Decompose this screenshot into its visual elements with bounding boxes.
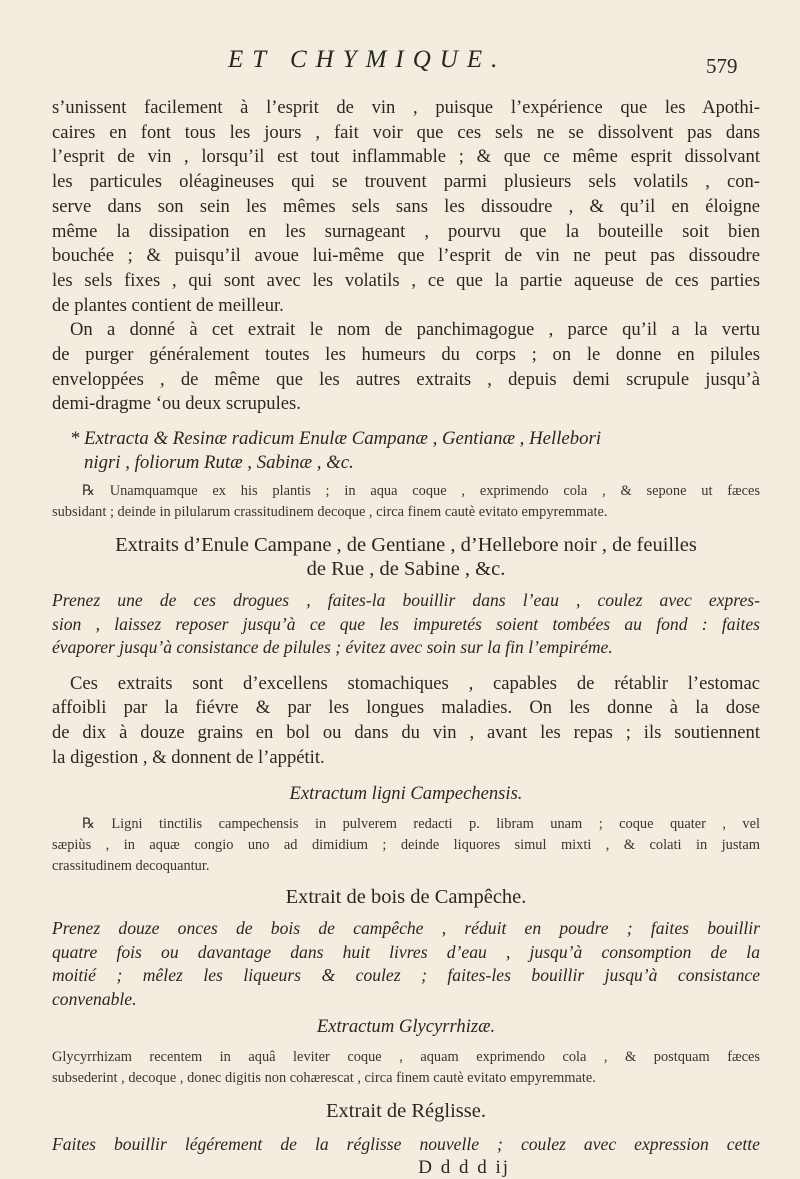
text-line: les particules oléagineuses qui se trouvent parmi plusieurs sels volatils , con-: [52, 171, 760, 193]
recipe-line: Glycyrrhizam recentem in aquâ leviter coque , aquam exprimendo cola , & postquam fæces: [52, 1049, 760, 1066]
text-line: Prenez douze onces de bois de campêche , réduit en poudre ; faites bouillir: [52, 918, 760, 939]
paragraph-1: [52, 96, 760, 318]
text-line: de purger généralement toutes les humeurs du corps ; on le donne en pilules: [52, 344, 760, 366]
text-line: moitié ; mêlez les liqueurs & coulez ; faites-les bouillir jusqu’à consistance: [52, 965, 760, 986]
body-text: [52, 96, 760, 1179]
running-title: ET CHYMIQUE.: [228, 46, 507, 73]
text-line: les sels fixes , qui sont avec les volatils , ce que la partie aqueuse de ces parties: [52, 269, 760, 291]
heading-line: * Extracta & Resinæ radicum Enulæ Campanæ , Gentianæ , Hellebori: [70, 428, 602, 450]
recipe-line: crassitudinem decoquantur.: [52, 858, 210, 875]
recipe-line: ℞ Ligni tinctilis campechensis in pulverem redacti p. libram unam ; coque quater , vel: [82, 816, 760, 833]
text-line: Ces extraits sont d’excellens stomachiques , capables de rétablir l’estomac: [70, 672, 760, 694]
heading-line: Extraits d’Enule Campane , de Gentiane , d’Hellebore noir , de feuilles: [115, 534, 697, 557]
text-line: enveloppées , de même que les autres extraits , depuis demi scrupule jusqu’à: [52, 368, 760, 390]
text-line: On a donné à cet extrait le nom de panchimagogue , parce qu’il a la vertu: [70, 319, 760, 341]
recipe-line: ℞ Unamquamque ex his plantis ; in aqua coque , exprimendo cola , & sepone ut fæces: [82, 483, 760, 500]
heading-line: nigri , foliorum Rutæ , Sabinæ , &c.: [84, 452, 354, 474]
text-line: même la dissipation en les surnageant , pourvu que la bouteille soit bien: [52, 220, 760, 242]
text-line: convenable.: [52, 988, 137, 1009]
instructions-2: [52, 917, 760, 1011]
text-line: demi-dragme ‘ou deux scrupules.: [52, 393, 301, 415]
recipe-line: subsederint , decoque , donec digitis non cohærescat , circa finem cautè evitato empyremmate.: [52, 1070, 596, 1087]
text-line: bouchée ; & puisqu’il avoue lui-même que l’esprit de vin ne peut pas dissoudre: [52, 245, 760, 267]
latin-heading-extracta: [52, 427, 760, 475]
page-number: 579: [706, 54, 738, 78]
latin-heading-glycyrrhizae: Extractum Glycyrrhizæ.: [316, 1016, 496, 1038]
latin-heading-campechensis: Extractum ligni Campechensis.: [289, 783, 523, 805]
text-line: l’esprit de vin , lorsqu’il est tout inflammable ; & que ce même esprit dissolvant: [52, 146, 760, 168]
paragraph-3: [52, 672, 760, 771]
paragraph-2: [52, 318, 760, 417]
heading-line: de Rue , de Sabine , &c.: [306, 558, 506, 581]
page-header: [0, 44, 800, 84]
text-line: la digestion , & donnent de l’appétit.: [52, 746, 325, 768]
text-line: caires en font tous les jours , fait voir que ces sels ne se dissolvent pas dans: [52, 121, 760, 143]
french-heading-extraits: [52, 533, 760, 581]
latin-recipe-1: [52, 481, 760, 523]
text-line: de dix à douze grains en bol ou dans du vin , avant les repas ; ils soutiennent: [52, 722, 760, 744]
text-line: affoibli par la fiévre & par les longues maladies. On les donne à la dose: [52, 697, 760, 719]
text-line: de plantes contient de meilleur.: [52, 294, 284, 316]
text-line: Faites bouillir légérement de la réglisse nouvelle ; coulez avec expression cette: [52, 1134, 760, 1155]
french-heading-campeche: Extrait de bois de Campêche.: [285, 886, 527, 909]
latin-recipe-3: [52, 1047, 760, 1089]
recipe-line: sæpiùs , in aquæ congio uno ad dimidium ; deinde liquores simul mixti , & colati in justam: [52, 837, 760, 854]
text-line: serve dans son sein les mêmes sels sans les dissoudre , & qu’il en éloigne: [52, 195, 760, 217]
text-line: Prenez une de ces drogues , faites-la bouillir dans l’eau , coulez avec expres-: [52, 590, 760, 611]
instructions-1: [52, 589, 760, 660]
text-line: sion , laissez reposer jusqu’à ce que les impuretés soient tombées au fond : faites: [52, 613, 760, 634]
instructions-3: [52, 1133, 760, 1157]
french-heading-reglisse: Extrait de Réglisse.: [326, 1100, 486, 1123]
latin-recipe-2: [52, 814, 760, 877]
text-line: évaporer jusqu’à consistance de pilules ; évitez avec soin sur la fin l’empiréme.: [52, 637, 613, 658]
text-line: s’unissent facilement à l’esprit de vin , puisque l’expérience que les Apothi-: [52, 97, 760, 118]
text-line: quatre fois ou davantage dans huit livres d’eau , jusqu’à consomption de la: [52, 941, 760, 962]
recipe-line: subsidant ; deinde in pilularum crassitudinem decoque , circa finem cautè evitato empyremmate.: [52, 504, 608, 521]
signature-mark: D d d d ij: [418, 1156, 510, 1178]
